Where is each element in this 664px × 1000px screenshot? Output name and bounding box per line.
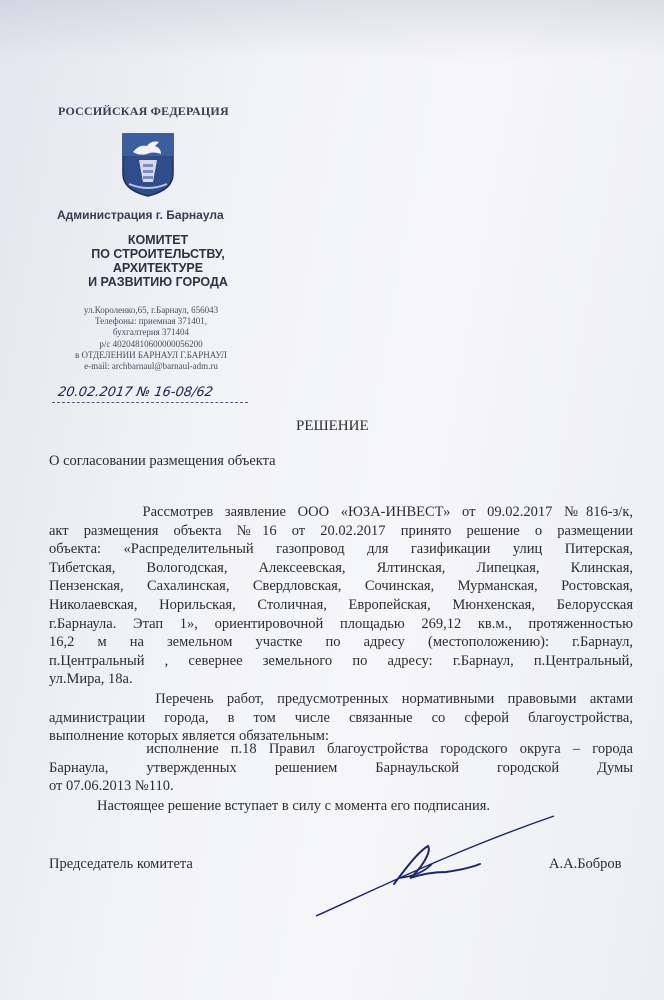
committee-line: АРХИТЕКТУРЕ <box>112 261 204 275</box>
paragraph-works-list <box>49 690 633 746</box>
text-line: Перечень работ, предусмотренных нормативными правовыми актами <box>49 691 633 707</box>
page-shadow <box>0 0 664 60</box>
text-line: г.Барнаула. Этап 1», ориентировочной площадью 269,12 кв.м., протяженностью <box>49 615 633 632</box>
chair-label: Председатель комитета <box>49 856 193 872</box>
text-line: Настоящее решение вступает в силу с момента его подписания. <box>97 798 491 814</box>
handwritten-signature <box>310 812 560 922</box>
text-line: ул.Мира, 18а. <box>49 671 133 688</box>
text-line: Тибетская, Вологодская, Алексеевская, Ялтинская, Липецкая, Клинская, <box>49 559 633 576</box>
text-line: исполнение п.18 Правил благоустройства городского округа – города <box>49 741 633 757</box>
text-line: 16,2 м на земельном участке по адресу (местоположению): г.Барнаул, <box>49 634 633 651</box>
document-subject: О согласовании размещения объекта <box>49 453 276 469</box>
text-line: Барнаула, утвержденных решением Барнаульской городской Думы <box>49 759 633 776</box>
text-line: п.Центральный , севернее земельного по адресу: г.Барнаул, п.Центральный, <box>49 652 633 669</box>
text-line: Николаевская, Норильская, Столичная, Европейская, Мюнхенская, Белорусская <box>49 596 633 613</box>
paragraph-decision <box>49 503 633 689</box>
address-block <box>60 305 242 372</box>
committee-line: ПО СТРОИТЕЛЬСТВУ, <box>91 247 225 261</box>
address-line: Телефоны: приемная 371401, <box>95 316 207 327</box>
administration-name: Администрация г. Барнаула <box>57 208 224 222</box>
paragraph-rules <box>49 740 633 796</box>
address-line: в ОТДЕЛЕНИИ БАРНАУЛ Г.БАРНАУЛ <box>75 349 227 360</box>
committee-line: И РАЗВИТИЮ ГОРОДА <box>88 275 228 289</box>
text-line: администрации города, в том числе связанные со сферой благоустройства, <box>49 709 633 726</box>
address-line: e-mail: archbarnaul@barnaul-adm.ru <box>84 361 218 372</box>
document-title: РЕШЕНИЕ <box>296 418 369 434</box>
country-heading: РОССИЙСКАЯ ФЕДЕРАЦИЯ <box>58 104 229 118</box>
text-line: выполнение которых является обязательным: <box>49 728 330 745</box>
signer-name: А.А.Бобров <box>549 856 622 872</box>
address-line: р/с 40204810600000056200 <box>99 338 203 349</box>
committee-name <box>66 233 250 289</box>
text-line: акт размещения объекта №16 от 20.02.2017 принято решение о размещении <box>49 522 633 539</box>
text-line: от 07.06.2013 №110. <box>49 778 174 795</box>
date-number-handwritten: 20.02.2017 № 16-08/62 <box>56 385 214 400</box>
text-line: объекта: «Распределительный газопровод для газификации улиц Питерская, <box>49 541 633 558</box>
text-line: Пензенская, Сахалинская, Свердловская, Сочинская, Мурманская, Ростовская, <box>49 578 633 595</box>
address-line: бухгалтерия 371404 <box>112 327 190 338</box>
text-line: Рассмотрев заявление ООО «ЮЗА-ИНВЕСТ» от 09.02.2017 №816-з/к, <box>49 504 633 520</box>
barnaul-coat-of-arms-icon <box>119 130 177 198</box>
address-line: ул.Короленко,65, г.Барнаул, 656043 <box>83 305 219 315</box>
committee-line: КОМИТЕТ <box>127 233 189 247</box>
